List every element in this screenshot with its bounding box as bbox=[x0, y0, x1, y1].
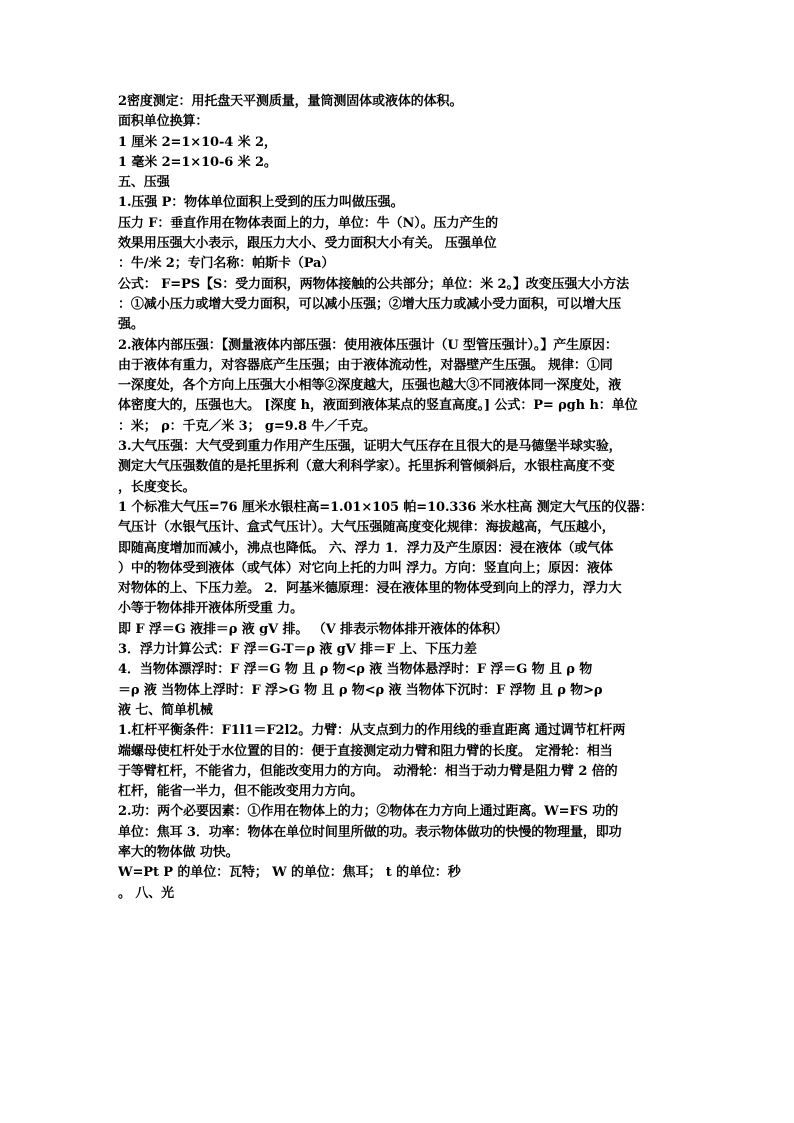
text-line: 杠杆，能省一半力，但不能改变用力方向。 bbox=[118, 784, 364, 800]
text-line: ＝ρ 液 当物体上浮时：F 浮>G 物 且 ρ 物<ρ 液 当物体下沉时：F 浮物 且 ρ 物>ρ bbox=[118, 682, 603, 698]
text-line: ：牛/米 2；专门名称：帕斯卡（Pa） bbox=[118, 256, 335, 272]
text-line: 即 F 浮＝G 液排＝ρ 液 gV 排。 （V 排表示物体排开液体的体积） bbox=[118, 621, 508, 637]
text-line: 1 毫米 2=1×10-6 米 2。 bbox=[118, 154, 277, 170]
text-line: 气压计（水银气压计、盒式气压计）。大气压强随高度变化规律：海拔越高，气压越小， bbox=[118, 520, 615, 536]
text-line: 测定大气压强数值的是托里拆利（意大利科学家）。托里拆利管倾斜后，水银柱高度不变 bbox=[118, 459, 615, 475]
text-line: 单位：焦耳 3．功率：物体在单位时间里所做的功。表示物体做功的快慢的物理量，即功 bbox=[118, 824, 622, 840]
text-line: 端螺母使杠杆处于水位置的目的：便于直接测定动力臂和阻力臂的长度。 定滑轮：相当 bbox=[118, 743, 613, 759]
text-line: 强。 bbox=[118, 317, 144, 333]
text-line: 3.大气压强：大气受到重力作用产生压强，证明大气压存在且很大的是马德堡半球实验， bbox=[118, 439, 622, 455]
document-page bbox=[118, 92, 683, 904]
section-heading: 五、压强 bbox=[118, 175, 170, 191]
text-line: 由于液体有重力，对容器底产生压强；由于液体流动性，对器壁产生压强。 规律：①同 bbox=[118, 357, 613, 373]
text-line: 对物体的上、下压力差。 2．阿基米德原理：浸在液体里的物体受到向上的浮力，浮力大 bbox=[118, 581, 622, 597]
text-line: ，长度变长。 bbox=[118, 479, 196, 495]
text-line: 2.功：两个必要因素：①作用在物体上的力；②物体在力方向上通过距离。W=FS 功的 bbox=[118, 804, 619, 820]
text-line: ：①减小压力或增大受力面积，可以减小压强；②增大压力或减小受力面积，可以增大压 bbox=[118, 296, 622, 312]
text-line: 液 七、简单机械 bbox=[118, 702, 213, 718]
text-line: 。 八、光 bbox=[118, 885, 175, 901]
text-line: W=Pt P 的单位：瓦特； W 的单位：焦耳； t 的单位：秒 bbox=[118, 865, 461, 881]
text-line: 体密度大的，压强也大。 [深度 h，液面到液体某点的竖直高度。] 公式：P= ρgh h：单位 bbox=[118, 398, 638, 414]
text-line: 效果用压强大小表示，跟压力大小、受力面积大小有关。 压强单位 bbox=[118, 236, 497, 252]
text-line: 于等臂杠杆，不能省力，但能改变用力的方向。 动滑轮：相当于动力臂是阻力臂 2 倍的 bbox=[118, 763, 618, 779]
text-line: 2密度测定：用托盘天平测质量，量筒测固体或液体的体积。 bbox=[118, 94, 463, 109]
text-line: 1.杠杆平衡条件：F1l1＝F2l2。力臂：从支点到力的作用线的垂直距离 通过调节杠杆两 bbox=[118, 723, 626, 739]
text-line: 率大的物体做 功快。 bbox=[118, 844, 239, 860]
text-line: 公式： F=PS【S：受力面积，两物体接触的公共部分；单位：米 2。】改变压强大小方法 bbox=[118, 276, 629, 292]
text-line: 1.压强 P：物体单位面积上受到的压力叫做压强。 bbox=[118, 195, 404, 211]
text-line: 即随高度增加而减小，沸点也降低。 六、浮力 1．浮力及产生原因：浸在液体（或气体 bbox=[118, 540, 614, 556]
text-line: 4．当物体漂浮时：F 浮＝G 物 且 ρ 物<ρ 液 当物体悬浮时：F 浮＝G 物 且 ρ 物 bbox=[118, 662, 593, 678]
text-line: 2.液体内部压强：【测量液体内部压强：使用液体压强计（U 型管压强计）。】产生原因： bbox=[118, 337, 618, 353]
text-line: 小等于物体排开液体所受重 力。 bbox=[118, 601, 304, 617]
text-line: ）中的物体受到液体（或气体）对它向上托的力叫 浮力。方向：竖直向上；原因：液体 bbox=[118, 560, 613, 576]
text-line: ：米； ρ：千克／米 3； g=9.8 牛／千克。 bbox=[118, 418, 376, 434]
text-line: 一深度处，各个方向上压强大小相等②深度越大，压强也越大③不同液体同一深度处，液 bbox=[118, 378, 622, 394]
text-line: 1 个标准大气压=76 厘米水银柱高=1.01×105 帕=10.336 米水柱高 测定大气压的仪器： bbox=[118, 499, 653, 515]
text-line: 3．浮力计算公式：F 浮＝G-T＝ρ 液 gV 排＝F 上、下压力差 bbox=[118, 642, 477, 658]
text-line: 压力 F：垂直作用在物体表面上的力，单位：牛（N）。压力产生的 bbox=[118, 215, 499, 231]
text-line: 1 厘米 2=1×10-4 米 2， bbox=[118, 134, 277, 150]
text-line: 面积单位换算： bbox=[118, 114, 209, 130]
